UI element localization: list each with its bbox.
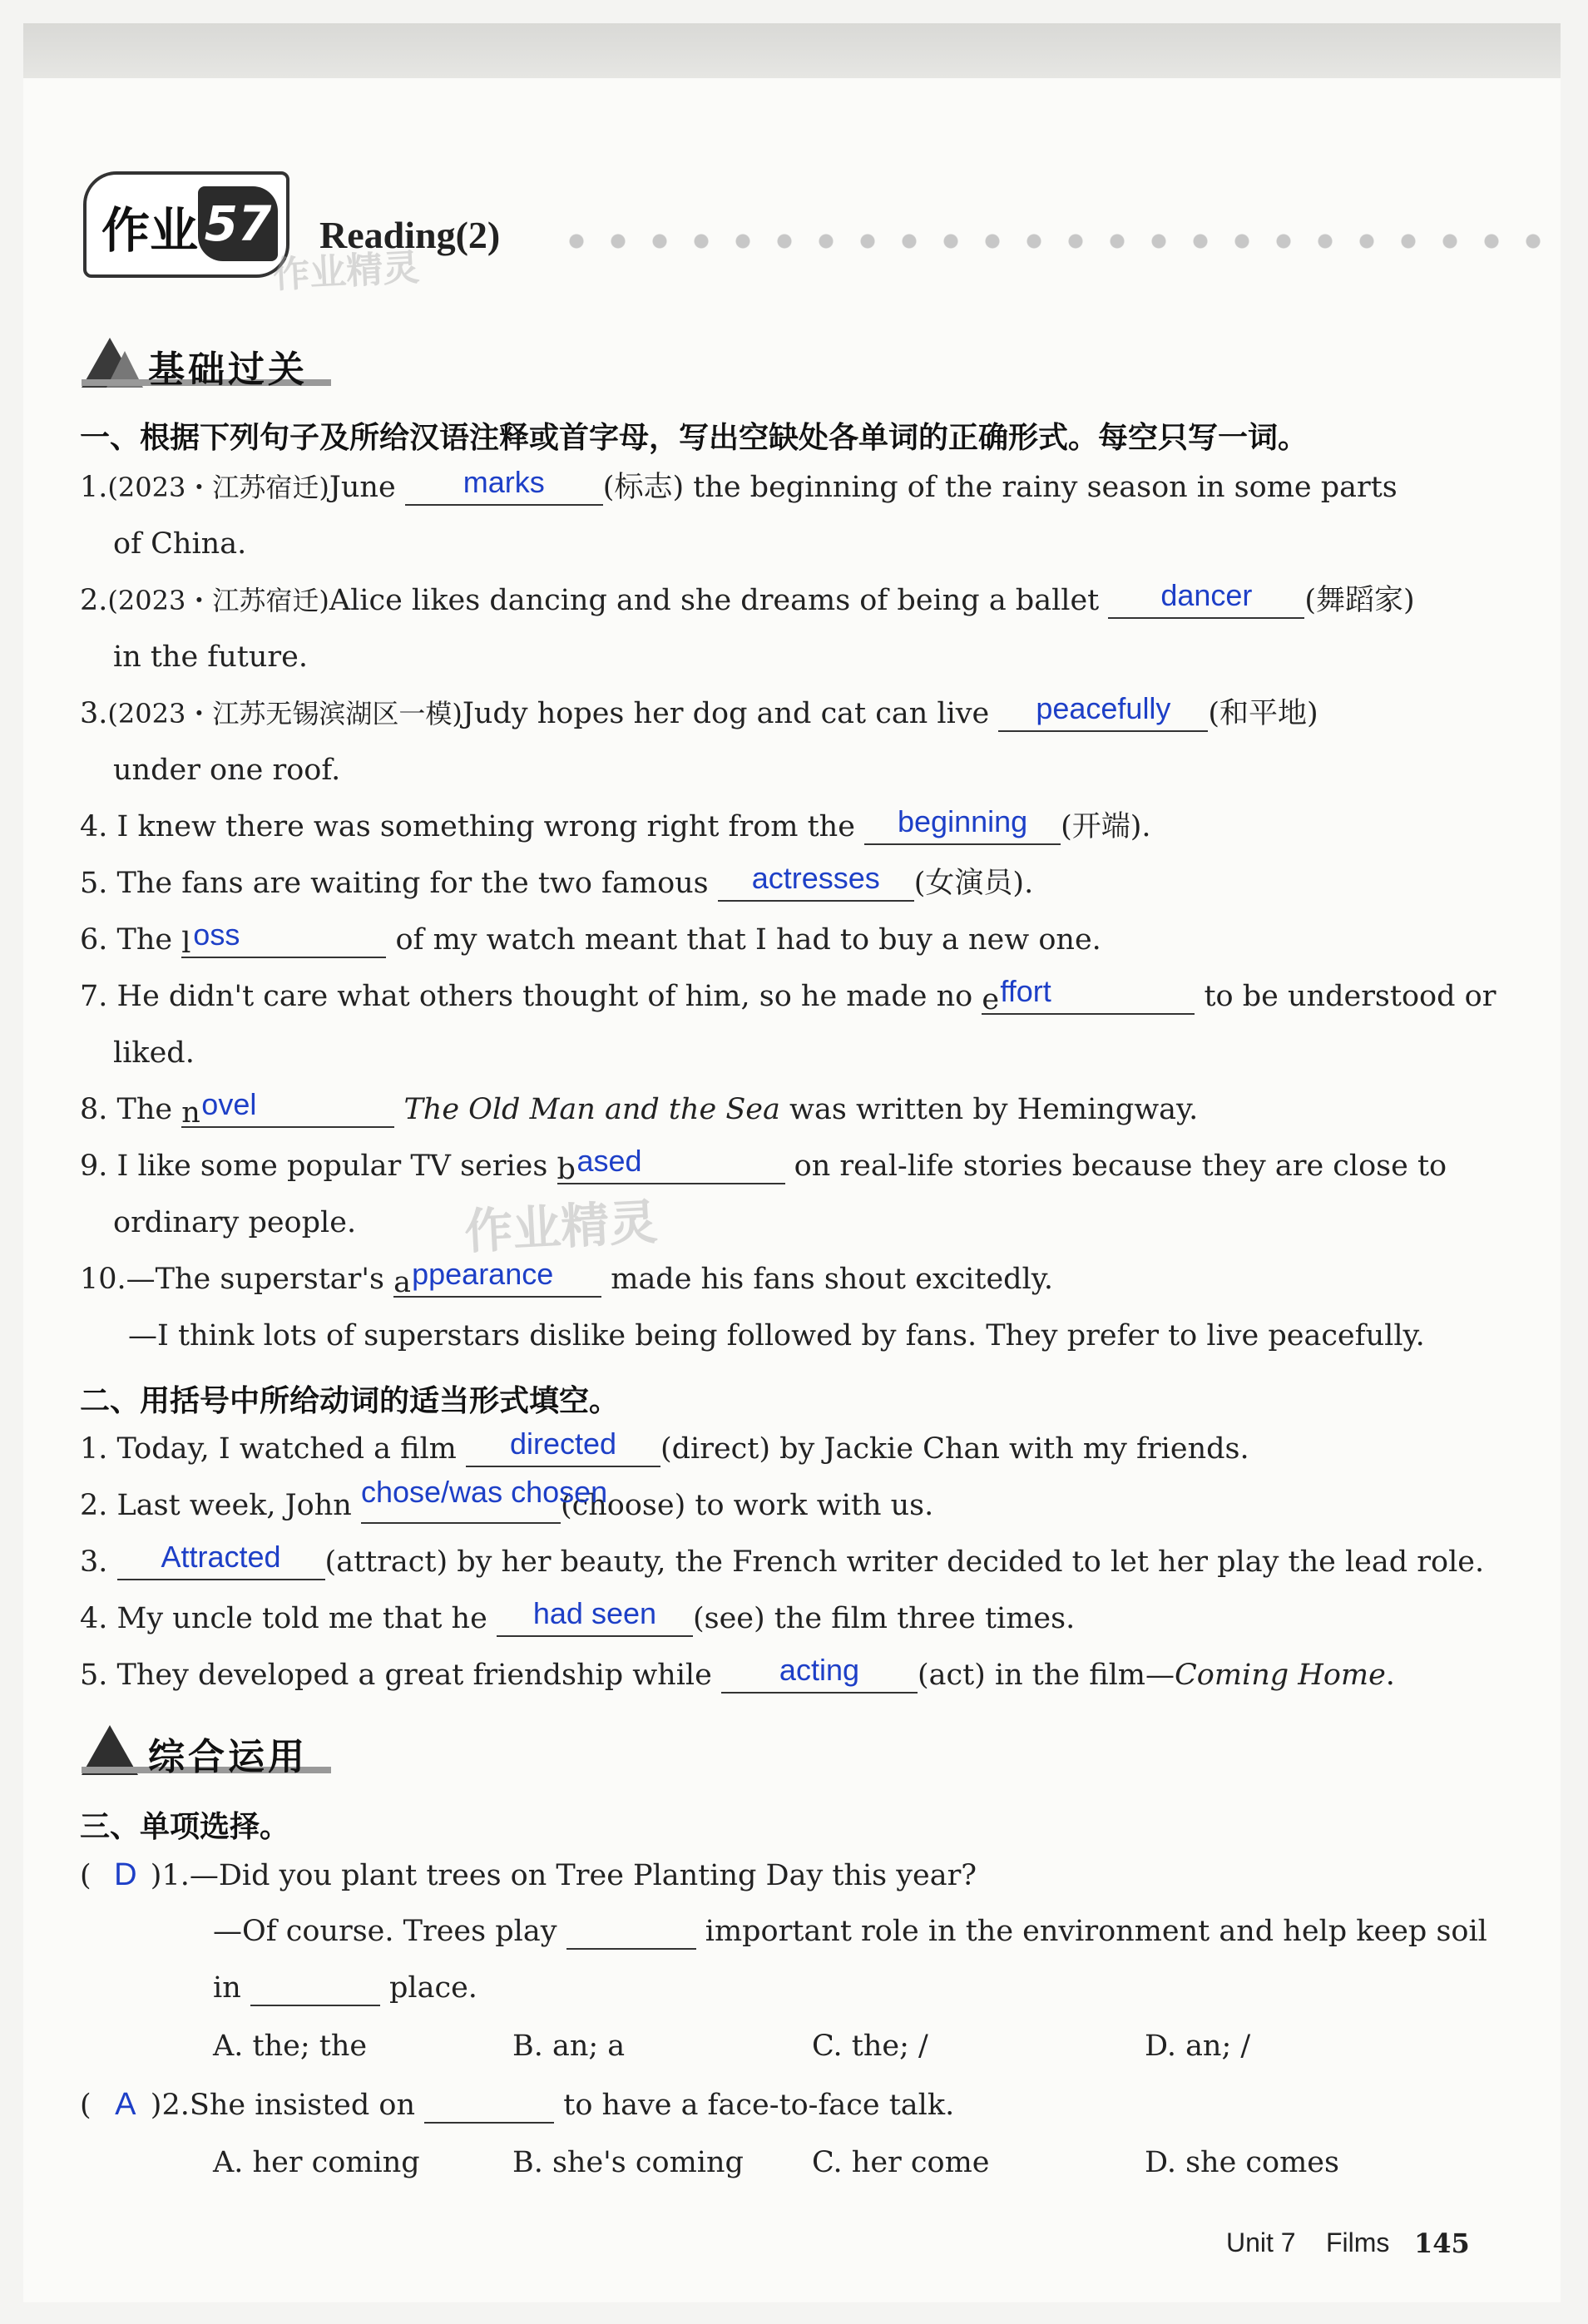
item-text: He didn't care what others thought of him, so he made no [116, 980, 973, 1013]
homework-number: 57 [198, 186, 278, 261]
handwritten-answer: dancer [1160, 578, 1253, 612]
handwritten-answer: had seen [532, 1596, 657, 1630]
item-number: 1. [161, 1859, 190, 1892]
handwritten-answer: peacefully [1036, 691, 1171, 725]
p1-item-3 [80, 691, 1318, 732]
item-text: (see) the film three times. [692, 1602, 1076, 1635]
item-source: (2023・江苏宿迁) [107, 585, 329, 616]
part3-instructions: 三、单项选择。 [80, 1810, 290, 1844]
item-number: 2. [80, 584, 108, 617]
p1-item-7 [80, 974, 1496, 1016]
item-text: (和平地) [1208, 697, 1318, 730]
option-b: B. she's coming [512, 2146, 744, 2179]
lesson-title: Reading(2) [319, 214, 501, 256]
item-number: 5. [80, 1659, 108, 1692]
section-title-comprehensive: 综合运用 [148, 1736, 308, 1778]
handwritten-answer: directed [509, 1427, 617, 1461]
p1-item-9-cont: ordinary people. [113, 1206, 357, 1239]
item-text: The [116, 923, 173, 957]
answer-blank [424, 2090, 554, 2124]
answer-blank [405, 465, 603, 506]
item-text: in [213, 1971, 241, 2005]
item-number: 10. [80, 1263, 126, 1296]
item-text: place. [389, 1971, 477, 2005]
handwritten-answer: ovel [201, 1087, 257, 1121]
p3-q1-stem3 [213, 1970, 477, 2006]
item-number: 2. [80, 1489, 108, 1522]
item-source: (2023・江苏无锡滨湖区一模) [107, 698, 463, 729]
part1-instructions: 一、根据下列句子及所给汉语注释或首字母，写出空缺处各单词的正确形式。每空只写一词。 [80, 421, 1308, 455]
item-text: Last week, John [116, 1489, 352, 1522]
handwritten-answer: oss [193, 917, 240, 952]
initial-letter: e [982, 983, 1000, 1016]
p3-q2-stem: ( A )2.She insisted on to have a face-to-face talk. [80, 2087, 955, 2122]
item-text: They developed a great friendship while [116, 1659, 712, 1692]
answer-blank [718, 861, 914, 902]
answer-blank [566, 1916, 696, 1950]
item-number: 8. [80, 1093, 108, 1126]
initial-letter: b [557, 1153, 576, 1186]
item-text: I like some popular TV series [116, 1150, 548, 1183]
item-number: 3. [80, 1545, 108, 1579]
initial-letter: l [181, 927, 191, 960]
workbook-page [23, 23, 1561, 2302]
answer-blank [721, 1653, 918, 1694]
watermark-center: 作业精灵 [463, 1193, 659, 1261]
item-text: (女演员). [913, 867, 1034, 900]
item-number: 1. [80, 1432, 108, 1466]
item-text: The fans are waiting for the two famous [116, 867, 709, 900]
p1-item-3-cont: under one roof. [113, 754, 341, 787]
item-number: 4. [80, 1602, 108, 1635]
handwritten-answer: ppearance [412, 1257, 554, 1291]
p1-item-9 [80, 1144, 1447, 1186]
answer-blank [181, 1087, 394, 1130]
answer-blank [557, 1144, 785, 1186]
handwritten-answer: beginning [898, 804, 1028, 838]
handwritten-answer: ased [576, 1144, 642, 1178]
p1-item-4 [80, 804, 1151, 845]
item-number: 7. [80, 980, 108, 1013]
item-text: My uncle told me that he [116, 1602, 487, 1635]
option-c: C. the; / [812, 2030, 928, 2063]
answer-blank [998, 691, 1208, 732]
p1-item-2-cont: in the future. [113, 640, 308, 674]
item-text: The [116, 1093, 173, 1126]
item-text: (direct) by Jackie Chan with my friends. [660, 1432, 1249, 1466]
item-number: 3. [80, 697, 108, 730]
item-source: (2023・江苏宿迁) [107, 472, 329, 503]
option-c: C. her come [812, 2146, 990, 2179]
p1-item-1 [80, 465, 1398, 506]
scan-top-band [23, 23, 1561, 78]
paren-open: ( [80, 1859, 92, 1892]
initial-letter: a [393, 1266, 411, 1299]
page-number: 145 [1414, 2228, 1470, 2259]
initial-letter: n [181, 1096, 200, 1130]
item-text: on real-life stories because they are close to [794, 1150, 1447, 1183]
p1-item-5 [80, 861, 1034, 902]
p2-item-1 [80, 1427, 1249, 1467]
p1-item-7-cont: liked. [113, 1036, 195, 1070]
item-text: was written by Hemingway. [789, 1093, 1199, 1126]
choice-answer: A [115, 2087, 136, 2122]
p1-item-8 [80, 1087, 1199, 1130]
homework-badge [83, 171, 289, 278]
p3-q1-stem2 [213, 1913, 1487, 1950]
item-text: (attract) by her beauty, the French writer decided to let her play the lead role. [324, 1545, 1485, 1579]
answer-blank [864, 804, 1061, 845]
item-text: . [1385, 1659, 1395, 1692]
book-title: The Old Man and the Sea [403, 1093, 780, 1126]
answer-blank [250, 1973, 380, 2006]
paren-open: ( [80, 2089, 92, 2122]
film-title: Coming Home [1174, 1659, 1386, 1692]
item-text: to have a face-to-face talk. [563, 2089, 955, 2122]
handwritten-answer: chose/was chosen [360, 1475, 608, 1509]
section-header-comprehensive [82, 1725, 356, 1780]
answer-blank [982, 974, 1195, 1016]
item-number: 9. [80, 1150, 108, 1183]
item-text: —The superstar's [126, 1263, 384, 1296]
p2-item-2 [80, 1475, 934, 1524]
footer-topic: Films [1326, 2228, 1390, 2257]
item-text: She insisted on [189, 2089, 415, 2122]
item-number: 2. [161, 2089, 190, 2122]
item-text: June [329, 471, 396, 504]
p1-item-6 [80, 917, 1101, 960]
p1-item-2 [80, 578, 1415, 619]
item-text: (choose) to work with us. [560, 1489, 934, 1522]
option-a: A. the; the [213, 2030, 368, 2063]
section-title-basic: 基础过关 [148, 349, 308, 391]
item-text: Judy hopes her dog and cat can live [462, 697, 990, 730]
item-text: made his fans shout excitedly. [611, 1263, 1054, 1296]
item-text: Alice likes dancing and she dreams of being a ballet [329, 584, 1100, 617]
part2-instructions: 二、用括号中所给动词的适当形式填空。 [80, 1384, 620, 1418]
answer-blank [181, 917, 386, 960]
handwritten-answer: marks [463, 465, 545, 499]
item-number: 1. [80, 471, 108, 504]
choice-answer: D [114, 1857, 137, 1892]
answer-blank [393, 1257, 601, 1299]
answer-blank [117, 1540, 325, 1580]
answer-blank [360, 1475, 608, 1524]
handwritten-answer: actresses [751, 861, 880, 895]
p2-item-5 [80, 1653, 1395, 1694]
item-text: I knew there was something wrong right from the [116, 810, 855, 843]
item-text: (act) in the film— [917, 1659, 1175, 1692]
watermark: 作业精灵 [272, 246, 421, 297]
p1-item-10-cont: —I think lots of superstars dislike being followed by fans. They prefer to live peacefully. [128, 1319, 1425, 1352]
option-d: D. an; / [1145, 2030, 1251, 2063]
answer-blank [1108, 578, 1304, 619]
item-number: 6. [80, 923, 108, 957]
footer-unit: Unit 7 [1226, 2228, 1296, 2257]
decorative-dots [556, 233, 1562, 250]
p1-item-10 [80, 1257, 1054, 1299]
p2-item-4 [80, 1596, 1076, 1637]
p1-item-1-cont: of China. [113, 527, 247, 561]
handwritten-answer: Attracted [161, 1540, 281, 1574]
item-text: —Did you plant trees on Tree Planting Day this year? [189, 1859, 977, 1892]
option-a: A. her coming [213, 2146, 420, 2179]
option-d: D. she comes [1145, 2146, 1339, 2179]
handwritten-answer: acting [779, 1653, 859, 1687]
answer-blank [466, 1427, 660, 1467]
answer-blank [497, 1596, 693, 1637]
homework-badge-label: 作业 [101, 202, 199, 259]
section-header-basic [82, 338, 356, 393]
p3-q1-stem: ( D )1.—Did you plant trees on Tree Planting Day this year? [80, 1857, 977, 1892]
item-number: 5. [80, 867, 108, 900]
item-text: to be understood or [1204, 980, 1496, 1013]
option-b: B. an; a [512, 2030, 626, 2063]
item-text: important role in the environment and help keep soil [705, 1915, 1487, 1948]
item-text: Today, I watched a film [116, 1432, 457, 1466]
p2-item-3 [80, 1540, 1485, 1580]
item-text: of my watch meant that I had to buy a new one. [395, 923, 1101, 957]
item-text: (标志) the beginning of the rainy season in some parts [602, 471, 1398, 504]
item-number: 4. [80, 810, 108, 843]
item-text: (开端). [1061, 810, 1151, 843]
item-text: —Of course. Trees play [213, 1915, 557, 1948]
item-text: (舞蹈家) [1304, 584, 1415, 617]
handwritten-answer: ffort [1000, 974, 1051, 1008]
